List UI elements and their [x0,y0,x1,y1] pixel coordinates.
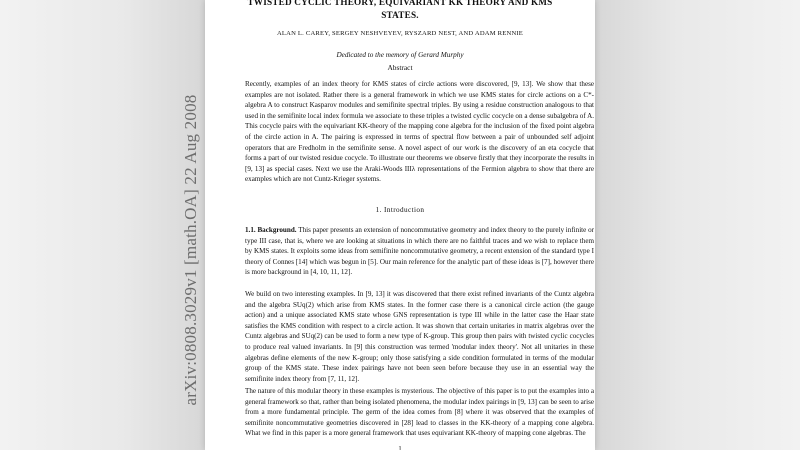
page-number: 1 [398,445,402,450]
paper-page [205,0,595,450]
section-heading-introduction: 1. Introduction [375,206,425,214]
dedication: Dedicated to the memory of Gerard Murphy [336,51,464,59]
viewer-background-left [0,0,205,450]
paragraph-examples: We build on two interesting examples. In [9, 13] it was discovered that there exist refined invariants of the Cuntz algebra and the algebra SUq(2) which arise from KMS states. In the former case there is a canonical circle action (the gauge action) and a unique associated KMS state whose GNS representation is type III while in the latter case the Haar state satisfies the KMS condition with respect to a circle action. It was shown that certain unitaries in matrix algebras over the Cuntz algebras and SUq(2) can be used to form a new type of K-group. This group then pairs with twisted cyclic cocycles to produce real valued invariants. In [9] this construction was termed 'modular index theory'. Not all unitaries in these algebras define elements of the new K-group; only those satisfying a side condition formulated in terms of the modular group of the KMS state. These index pairings have not been seen before because they use in an essential way the semifinite index theory from [7, 11, 12]. [245,290,594,383]
paper-title-line-1: TWISTED CYCLIC THEORY, EQUIVARIANT KK THEORY AND KMS [247,0,553,7]
paragraph-background [245,225,594,278]
abstract-text: Recently, examples of an index theory for KMS states of circle actions were discovered, [9, 13]. We show that these examples are not isolated. Rather there is a general framework in which we use KMS states for circle actions on a C*-algebra A to construct Kasparov modules and semifinite spectral triples. By using a residue construction analogous to that used in the semifinite local index formula we associate to these triples a twisted cyclic cocycle on a dense subalgebra of A. This cocycle pairs with the equivariant KK-theory of the mapping cone algebra for the inclusion of the fixed point algebra of the circle action in A. The pairing is expressed in terms of spectral flow between a pair of unbounded self adjoint operators that are Fredholm in the semifinite sense. A novel aspect of our work is the discovery of an eta cocycle that forms a part of our twisted residue cocycle. To illustrate our theorems we observe firstly that they incorporate the results in [9, 13] as special cases. Next we use the Araki-Woods IIIλ representations of the Fermion algebra to show that there are examples which are not Cuntz-Krieger systems. [245,80,594,184]
paragraph-text: This paper presents an extension of noncommutative geometry and index theory to the purely infinite or type III case, that is, where we are looking at situations in which there are no faithful traces and we wish to replace them by KMS states. It exploits some ideas from semifinite noncommutative geometry, a recent extension of the standard type I theory of Connes [14] which was begun in [5]. Our main reference for the analytic part of these ideas is [7], however there is more background in [4, 10, 11, 12]. [245,226,594,277]
paper-title [205,0,595,22]
paper-title-line-2: STATES. [381,10,419,20]
paragraph-modular-theory: The nature of this modular theory in these examples is mysterious. The objective of this paper is to put the examples into a general framework so that, rather than being isolated phenomena, the modular index pairings in [9, 13] can be seen to arise from a more fundamental principle. The germ of the idea comes from [8] where it was observed that the examples of semifinite noncommutative geometries discovered in [28] lead to classes in the KK-theory of a mapping cone algebra. What we find in this paper is a more general framework that uses equivariant KK-theory of mapping cone algebras. The [245,387,594,438]
abstract-heading: Abstract [387,63,413,72]
arxiv-identifier-stamp: arXiv:0808.3029v1 [math.OA] 22 Aug 2008 [181,94,200,406]
viewer-background-right [595,0,800,450]
paragraph-label: 1.1. Background. [245,226,297,234]
author-list: ALAN L. CAREY, SERGEY NESHVEYEV, RYSZARD NEST, AND ADAM RENNIE [276,30,524,37]
